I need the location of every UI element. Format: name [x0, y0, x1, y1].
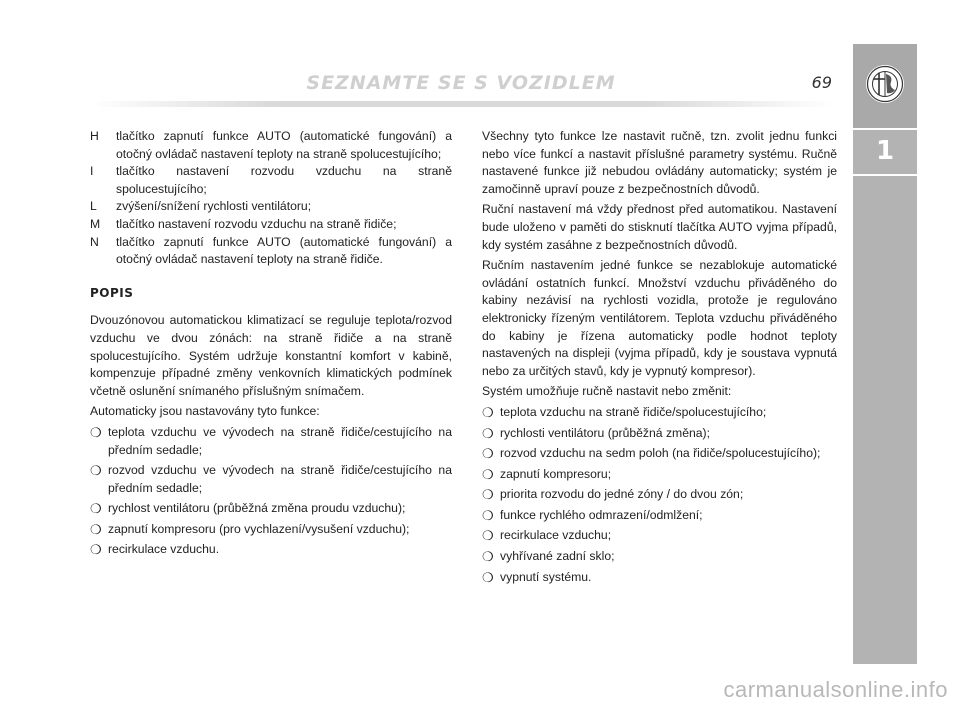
bullet-icon: ❍	[482, 404, 494, 420]
description-paragraph: Všechny tyto funkce lze nastavit ručně, tzn. zvolit jednu funkci nebo více funkcí a nastavit příslušné parametry systému. Ručně nastavené funkce již nebudou ovládány automaticky; systém je zamočinně upraví pouze z bezpečnostních důvodů.	[482, 129, 837, 196]
right-column	[482, 128, 837, 589]
list-item-text: rychlosti ventilátoru (průběžná změna);	[500, 425, 710, 440]
description-paragraph: Ruční nastavení má vždy přednost před automatikou. Nastavení bude uloženo v paměti do stisknutí tlačítka AUTO vyjma případů, kdy systém zasáhne z bezpečnostních důvodů.	[482, 202, 837, 252]
list-item-text: recirkulace vzduchu.	[108, 542, 220, 557]
description-paragraph: Ručním nastavením jedné funkce se nezablokuje automatické ovládání ostatních funkcí. Množství vzduchu přiváděného do kabiny nezávisí na rychlosti vozidla, protože je regulováno elektronicky řízeným ventilátorem. Teplota vzduchu přiváděného do kabiny je řízena automaticky podle hodnot teploty nastavených na displeji (vyjma případů, kdy je soustava vypnutá nebo za určitých stavů, kdy je vypnutý kompresor).	[482, 258, 837, 378]
list-item-text: rozvod vzduchu ve vývodech na straně řidiče/cestujícího na předním sedadle;	[108, 463, 452, 495]
list-item-text: vypnutí systému.	[500, 569, 592, 584]
lettered-item	[90, 234, 452, 269]
list-item-text: vyhřívané zadní sklo;	[500, 549, 615, 564]
watermark: carmanualsonline.info	[723, 677, 948, 702]
list-item	[90, 541, 452, 559]
list-item-text: zapnutí kompresoru (pro vychlazení/vysušení vzduchu);	[108, 521, 410, 536]
list-item	[90, 424, 452, 459]
list-item	[482, 569, 837, 587]
list-item	[482, 445, 837, 463]
bullet-icon: ❍	[482, 487, 494, 503]
item-letter: H	[90, 129, 99, 143]
bullet-icon: ❍	[90, 501, 102, 517]
list-item-text: funkce rychlého odmrazení/odmlžení;	[500, 507, 703, 522]
list-item-text: rozvod vzduchu na sedm poloh (na řidiče/spolucestujícího);	[500, 446, 821, 461]
lettered-item	[90, 128, 452, 163]
description-paragraph: Dvouzónovou automatickou klimatizací se reguluje teplota/rozvod vzduchu ve dvou zónách: na straně řidiče a na straně spolucestujícího. Systém udržuje konstantní komfort v kabině, kompenzuje případné změny venkovních klimatických podmínek včetně oslunění snímaného příslušným snímačem.	[90, 313, 452, 398]
chapter-number: 1	[875, 136, 895, 166]
list-item	[90, 500, 452, 518]
bullet-icon: ❍	[482, 466, 494, 482]
lettered-item	[90, 216, 452, 234]
item-text: tlačítko nastavení rozvodu vzduchu na straně řidiče;	[116, 216, 397, 231]
item-text: tlačítko nastavení rozvodu vzduchu na straně spolucestujícího;	[116, 164, 452, 196]
sidebar-divider	[853, 174, 917, 176]
item-text: zvýšení/snížení rychlosti ventilátoru;	[116, 199, 312, 214]
list-item	[482, 527, 837, 545]
bullet-icon: ❍	[482, 549, 494, 565]
list-item-text: teplota vzduchu na straně řidiče/spolucestujícího;	[500, 404, 767, 419]
bullet-icon: ❍	[482, 528, 494, 544]
alfa-romeo-logo-icon	[865, 64, 905, 104]
bullet-icon: ❍	[482, 425, 494, 441]
bullet-icon: ❍	[90, 424, 102, 440]
item-letter: M	[90, 216, 101, 231]
list-item	[482, 507, 837, 525]
lettered-item	[90, 163, 452, 198]
list-item	[482, 425, 837, 443]
bullet-icon: ❍	[482, 569, 494, 585]
page-number: 69	[811, 73, 832, 92]
list-item	[482, 404, 837, 422]
bullet-icon: ❍	[482, 446, 494, 462]
item-text: tlačítko zapnutí funkce AUTO (automatické fungování) a otočný ovládač nastavení teploty na straně spolucestujícího;	[116, 129, 452, 161]
list-item-text: zapnutí kompresoru;	[500, 466, 612, 481]
item-letter: I	[90, 164, 94, 179]
bullet-icon: ❍	[90, 542, 102, 558]
list-item	[482, 486, 837, 504]
item-letter: L	[90, 199, 97, 214]
list-item	[90, 521, 452, 539]
list-item-text: rychlost ventilátoru (průběžná změna proudu vzduchu);	[108, 501, 406, 516]
description-paragraph: Automaticky jsou nastavovány tyto funkce:	[90, 404, 320, 419]
header-divider	[90, 101, 832, 107]
list-item-text: priorita rozvodu do jedné zóny / do dvou zón;	[500, 487, 744, 502]
list-item	[482, 466, 837, 484]
list-item	[90, 462, 452, 497]
left-column	[90, 128, 452, 562]
list-item	[482, 548, 837, 566]
bullet-icon: ❍	[482, 507, 494, 523]
item-letter: N	[90, 234, 99, 249]
item-text: tlačítko zapnutí funkce AUTO (automatické fungování) a otočný ovládač nastavení teploty na straně řidiče.	[116, 234, 452, 267]
lettered-item	[90, 198, 452, 216]
chapter-title: SEZNAMTE SE S VOZIDLEM	[306, 72, 616, 94]
list-item-text: teplota vzduchu ve vývodech na straně řidiče/cestujícího na předním sedadle;	[108, 424, 452, 457]
list-item-text: recirkulace vzduchu;	[500, 528, 612, 543]
section-title: POPIS	[90, 285, 134, 300]
page-header	[90, 72, 832, 112]
bullet-icon: ❍	[90, 463, 102, 479]
bullet-icon: ❍	[90, 521, 102, 537]
description-paragraph: Systém umožňuje ručně nastavit nebo změnit:	[482, 384, 732, 399]
